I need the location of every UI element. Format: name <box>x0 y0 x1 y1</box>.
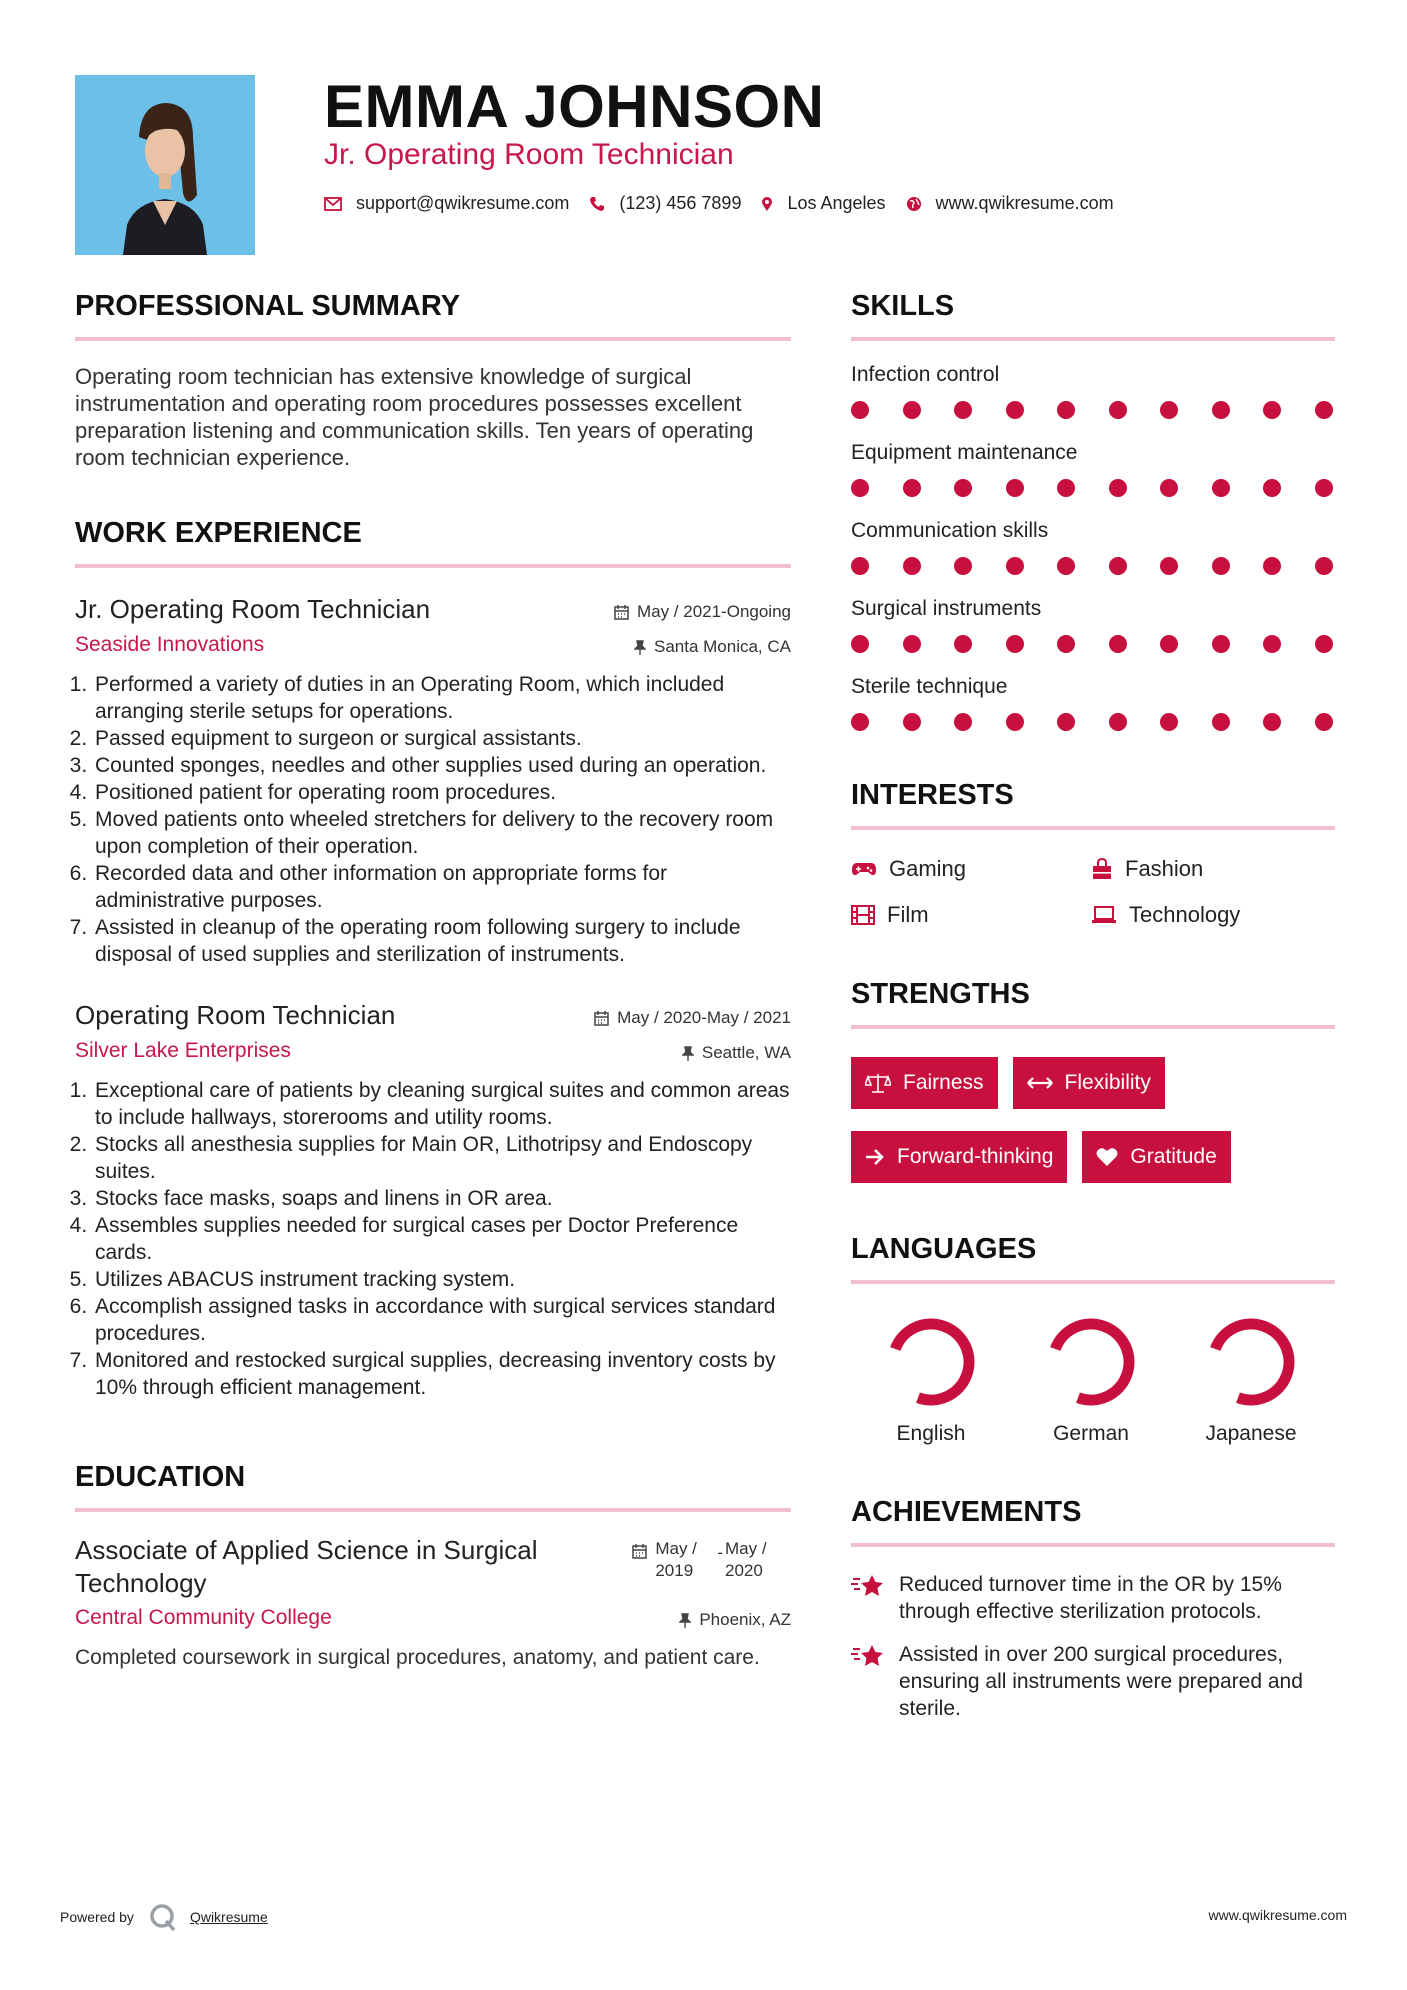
skill-dot <box>1315 713 1333 731</box>
job-title: Jr. Operating Room Technician <box>75 594 431 624</box>
pushpin-icon <box>634 640 646 655</box>
education-entry <box>75 1534 791 1671</box>
job-entry <box>75 594 791 968</box>
strength-chip <box>851 1131 1067 1183</box>
education-description: Completed coursework in surgical procedures, anatomy, and patient care. <box>75 1646 760 1669</box>
degree-title: Associate of Applied Science in Surgical Technology <box>75 1535 538 1598</box>
strength-chip <box>1013 1057 1165 1109</box>
strength-chip <box>1082 1131 1230 1183</box>
summary-text: Operating room technician has extensive knowledge of surgical instrumentation and operating room procedures possesses excellent preparation listening and communication skills. Ten years of operating room technician experience. <box>75 364 754 470</box>
skill-dot <box>954 479 972 497</box>
interest-technology <box>1091 902 1331 928</box>
right-column <box>851 290 1335 1722</box>
list-item: 2. Stocks all anesthesia supplies for Main OR, Lithotripsy and Endoscopy suites. <box>93 1131 791 1185</box>
skill-name: Surgical instruments <box>851 597 1042 620</box>
job-location <box>682 1043 791 1063</box>
interest-label: Gaming <box>889 856 967 881</box>
skill-dot <box>903 635 921 653</box>
footer-credit <box>60 1902 268 1932</box>
language-label: English <box>896 1422 966 1445</box>
job-date <box>594 1008 791 1028</box>
skill-dot <box>1006 557 1024 575</box>
skill-name: Equipment maintenance <box>851 441 1078 464</box>
skill-dot <box>1212 557 1230 575</box>
skill-dot <box>1057 401 1075 419</box>
job-date-text: May / 2020-May / 2021 <box>617 1008 791 1027</box>
skill-dot <box>1057 479 1075 497</box>
skill-name: Infection control <box>851 363 1000 386</box>
list-item: 7. Assisted in cleanup of the operating room following surgery to include disposal of used supplies and sterilization of instruments. <box>93 914 791 968</box>
job-duties <box>75 1077 791 1401</box>
heart-icon <box>1096 1147 1118 1167</box>
skill-dot <box>1263 557 1281 575</box>
skill-rating <box>851 635 1333 653</box>
school-name: Central Community College <box>75 1606 332 1629</box>
skill-dot <box>1109 635 1127 653</box>
language-label: Japanese <box>1205 1422 1297 1445</box>
skill-dot <box>1212 713 1230 731</box>
education-location-text: Phoenix, AZ <box>699 1610 791 1629</box>
pushpin-icon <box>682 1046 694 1061</box>
skill-dot <box>1160 635 1178 653</box>
language-level-ring <box>1043 1314 1139 1410</box>
calendar-icon <box>594 1011 609 1026</box>
skill-dot <box>1057 713 1075 731</box>
skill-dot <box>851 479 869 497</box>
list-item: 7. Monitored and restocked surgical supplies, decreasing inventory costs by 10% through efficient management. <box>93 1347 791 1401</box>
job-date <box>614 602 791 622</box>
contact-website-text: www.qwikresume.com <box>935 193 1114 213</box>
skill-row <box>851 363 1335 419</box>
list-item: 6. Recorded data and other information on appropriate forms for administrative purposes. <box>93 860 791 914</box>
contact-bar <box>324 193 1134 214</box>
contact-email[interactable] <box>324 193 569 214</box>
skill-rating <box>851 713 1333 731</box>
skill-dot <box>851 713 869 731</box>
skill-dot <box>1263 635 1281 653</box>
skill-dot <box>903 479 921 497</box>
skill-dot <box>1006 713 1024 731</box>
job-company: Silver Lake Enterprises <box>75 1039 291 1062</box>
skill-rating <box>851 479 1333 497</box>
skill-dot <box>851 635 869 653</box>
skill-dot <box>1315 479 1333 497</box>
person-portrait-icon <box>75 75 255 255</box>
skill-dot <box>954 557 972 575</box>
skill-dot <box>1109 401 1127 419</box>
skill-dot <box>1160 401 1178 419</box>
skill-dot <box>903 401 921 419</box>
language-level-arc <box>895 1324 969 1400</box>
film-icon <box>851 905 875 925</box>
skill-row <box>851 675 1335 731</box>
skill-dot <box>1057 557 1075 575</box>
education-location <box>679 1610 791 1630</box>
language-level-ring <box>883 1314 979 1410</box>
interest-label: Fashion <box>1125 856 1204 881</box>
achievements-heading: ACHIEVEMENTS <box>851 1496 1335 1547</box>
job-company: Seaside Innovations <box>75 633 265 656</box>
summary-heading: PROFESSIONAL SUMMARY <box>75 290 791 341</box>
strength-label: Fairness <box>903 1071 984 1094</box>
language-level-arc <box>1215 1324 1289 1400</box>
gamepad-icon <box>851 861 877 877</box>
qwikresume-logo-icon <box>148 1902 178 1932</box>
skill-dot <box>1160 713 1178 731</box>
education-end-date: May / 2020 <box>725 1539 767 1580</box>
experience-heading: WORK EXPERIENCE <box>75 517 791 568</box>
contact-phone[interactable] <box>589 193 741 214</box>
interest-film <box>851 902 1091 928</box>
skills-heading: SKILLS <box>851 290 1335 341</box>
arrows-horizontal-icon <box>1027 1076 1053 1090</box>
language-item <box>1011 1314 1171 1446</box>
skill-dot <box>1057 635 1075 653</box>
mail-icon <box>324 197 342 211</box>
list-item: 3. Stocks face masks, soaps and linens in OR area. <box>93 1185 791 1212</box>
skill-dot <box>954 635 972 653</box>
achievement-item <box>851 1571 1335 1625</box>
skill-dot <box>903 713 921 731</box>
skill-dot <box>851 401 869 419</box>
education-date-separator: - <box>717 1543 723 1562</box>
skill-row <box>851 441 1335 497</box>
qwikresume-link[interactable]: Qwikresume <box>189 1909 268 1925</box>
powered-by-label: Powered by <box>60 1909 134 1925</box>
language-level-arc <box>1055 1324 1129 1400</box>
skill-dot <box>1212 635 1230 653</box>
contact-location <box>761 193 885 214</box>
skill-dot <box>954 713 972 731</box>
pushpin-icon <box>679 1613 691 1628</box>
education-date <box>632 1538 791 1582</box>
skill-name: Sterile technique <box>851 675 1008 698</box>
contact-location-text: Los Angeles <box>787 193 886 213</box>
list-item: 4. Positioned patient for operating room procedures. <box>93 779 791 806</box>
candidate-name: EMMA JOHNSON <box>324 73 825 140</box>
skill-dot <box>1006 479 1024 497</box>
star-icon <box>851 1573 885 1599</box>
skill-dot <box>903 557 921 575</box>
skill-dot <box>851 557 869 575</box>
skill-dot <box>1263 713 1281 731</box>
skills-list <box>851 363 1335 731</box>
strength-label: Forward-thinking <box>897 1145 1054 1168</box>
skill-row <box>851 597 1335 653</box>
skill-dot <box>1160 479 1178 497</box>
skill-dot <box>1315 635 1333 653</box>
contact-phone-text: (123) 456 7899 <box>619 193 742 213</box>
skill-dot <box>1109 479 1127 497</box>
job-location <box>634 637 791 657</box>
arrow-right-icon <box>865 1148 885 1166</box>
candidate-title: Jr. Operating Room Technician <box>324 138 734 171</box>
job-date-text: May / 2021-Ongoing <box>636 602 791 621</box>
achievements-list <box>851 1571 1335 1722</box>
calendar-icon <box>614 605 629 620</box>
contact-website[interactable] <box>906 193 1114 214</box>
list-item: 6. Accomplish assigned tasks in accordance with surgical services standard procedures. <box>93 1293 791 1347</box>
skill-rating <box>851 401 1333 419</box>
laptop-icon <box>1091 906 1117 924</box>
skill-dot <box>954 401 972 419</box>
globe-icon <box>906 196 922 212</box>
calendar-icon <box>632 1544 647 1559</box>
achievement-text: Assisted in over 200 surgical procedures, ensuring all instruments were prepared and sterile. <box>899 1643 1303 1720</box>
skill-dot <box>1006 635 1024 653</box>
interest-fashion <box>1091 856 1331 882</box>
shopping-bag-icon <box>1091 858 1113 880</box>
list-item: 1. Performed a variety of duties in an Operating Room, which included arranging sterile setups for operations. <box>93 671 791 725</box>
profile-photo <box>75 75 255 255</box>
interests-heading: INTERESTS <box>851 779 1335 830</box>
contact-email-text: support@qwikresume.com <box>356 193 570 213</box>
list-item: 3. Counted sponges, needles and other supplies used during an operation. <box>93 752 791 779</box>
education-start-date: May / 2019 <box>655 1539 697 1580</box>
strength-chip <box>851 1057 998 1109</box>
job-duties <box>75 671 791 968</box>
strengths-heading: STRENGTHS <box>851 978 1335 1029</box>
list-item: 4. Assembles supplies needed for surgical cases per Doctor Preference cards. <box>93 1212 791 1266</box>
map-pin-icon <box>761 196 773 212</box>
achievement-text: Reduced turnover time in the OR by 15% through effective sterilization protocols. <box>899 1573 1282 1623</box>
list-item: 5. Utilizes ABACUS instrument tracking system. <box>93 1266 791 1293</box>
interest-label: Film <box>887 902 929 927</box>
skill-dot <box>1006 401 1024 419</box>
left-column <box>75 290 791 1671</box>
phone-icon <box>589 196 605 212</box>
skill-dot <box>1109 713 1127 731</box>
list-item: 1. Exceptional care of patients by cleaning surgical suites and common areas to include hallways, storerooms and utility rooms. <box>93 1077 791 1131</box>
job-location-text: Seattle, WA <box>701 1043 791 1062</box>
interests-list <box>851 856 1335 928</box>
skill-dot <box>1263 479 1281 497</box>
skill-dot <box>1263 401 1281 419</box>
education-heading: EDUCATION <box>75 1461 791 1512</box>
interest-label: Technology <box>1129 902 1241 927</box>
interest-gaming <box>851 856 1091 882</box>
skill-dot <box>1315 401 1333 419</box>
balance-scale-icon <box>865 1072 891 1094</box>
language-item <box>1171 1314 1331 1446</box>
job-entry <box>75 1000 791 1401</box>
skill-dot <box>1212 401 1230 419</box>
list-item: 2. Passed equipment to surgeon or surgical assistants. <box>93 725 791 752</box>
star-icon <box>851 1643 885 1669</box>
languages-heading: LANGUAGES <box>851 1233 1335 1284</box>
skill-dot <box>1160 557 1178 575</box>
list-item: 5. Moved patients onto wheeled stretchers for delivery to the recovery room upon completion of their operation. <box>93 806 791 860</box>
skill-dot <box>1109 557 1127 575</box>
strength-label: Gratitude <box>1130 1145 1217 1168</box>
skill-name: Communication skills <box>851 519 1049 542</box>
skill-rating <box>851 557 1333 575</box>
job-title: Operating Room Technician <box>75 1000 396 1030</box>
job-location-text: Santa Monica, CA <box>653 637 791 656</box>
language-level-ring <box>1203 1314 1299 1410</box>
skill-row <box>851 519 1335 575</box>
strengths-list <box>851 1057 1335 1183</box>
skill-dot <box>1212 479 1230 497</box>
languages-list <box>851 1314 1335 1446</box>
footer-url[interactable]: www.qwikresume.com <box>1208 1907 1347 1923</box>
language-label: German <box>1053 1422 1129 1445</box>
language-item <box>851 1314 1011 1446</box>
achievement-item <box>851 1641 1335 1722</box>
strength-label: Flexibility <box>1064 1071 1151 1094</box>
skill-dot <box>1315 557 1333 575</box>
